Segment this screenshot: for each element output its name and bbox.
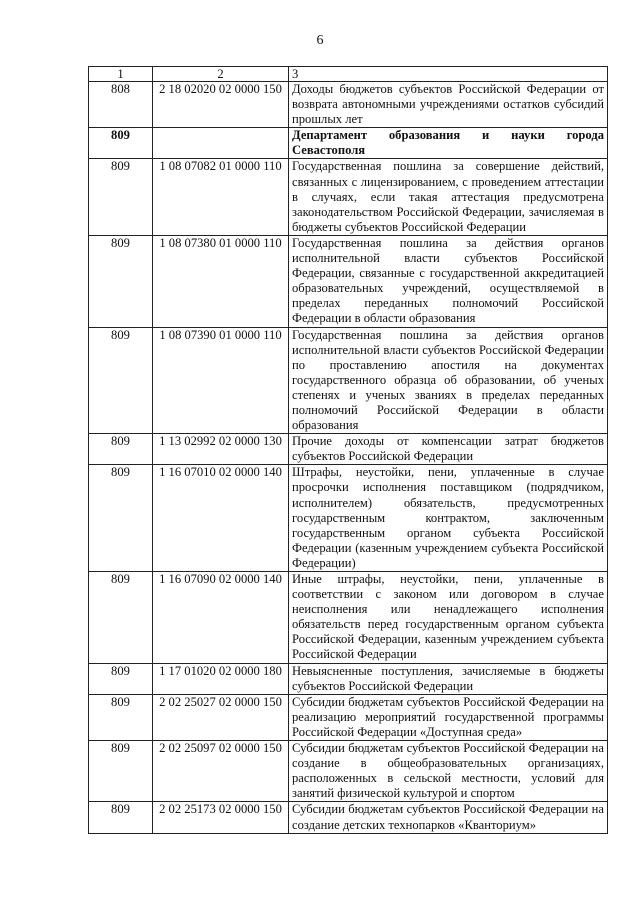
description-cell: Государственная пошлина за совершение действий, связанных с лицензированием, с проведением аттестации в случаях, если такая аттестация предусмотрена законодательством Российской Федерации, зачисляемая в бюджеты субъектов Российской Федерации <box>289 159 608 235</box>
description-cell: Невыясненные поступления, зачисляемые в бюджеты субъектов Российской Федерации <box>289 663 608 694</box>
table-row <box>89 663 608 694</box>
table-row <box>89 694 608 740</box>
budget-code-cell: 1 16 07010 02 0000 140 <box>153 465 289 572</box>
description-cell: Штрафы, неустойки, пени, уплаченные в случае просрочки исполнения поставщиком (подрядчиком, исполнителем) обязательств, предусмотренных государственным контрактом, заключенным государственным органом субъекта Российской Федерации (казенным учреждением субъекта Российской Федерации) <box>289 465 608 572</box>
budget-code-cell: 2 02 25173 02 0000 150 <box>153 802 289 833</box>
table-row <box>89 434 608 465</box>
description-cell: Департамент образования и науки города Севастополя <box>289 128 608 159</box>
budget-code-cell: 1 08 07082 01 0000 110 <box>153 159 289 235</box>
description-cell: Государственная пошлина за действия органов исполнительной власти субъектов Российской Федерации по проставлению апостиля на документах государственного образца об образовании, об ученых степенях и ученых званиях в пределах переданных полномочий Российской Федерации в области образования <box>289 327 608 434</box>
description-cell: Государственная пошлина за действия органов исполнительной власти субъектов Российской Федерации, связанные с государственной аккредитацией образовательных учреждений, осуществляемой в пределах переданных полномочий Российской Федерации в области образования <box>289 235 608 327</box>
admin-code-cell: 809 <box>89 741 153 802</box>
header-col-3: 3 <box>289 67 608 82</box>
description-cell: Субсидии бюджетам субъектов Российской Федерации на создание в общеобразовательных организациях, расположенных в сельской местности, условий для занятий физической культурой и спортом <box>289 741 608 802</box>
budget-code-cell: 1 13 02992 02 0000 130 <box>153 434 289 465</box>
budget-code-cell: 2 02 25097 02 0000 150 <box>153 741 289 802</box>
admin-code-cell: 809 <box>89 694 153 740</box>
header-col-2: 2 <box>153 67 289 82</box>
table-row <box>89 159 608 235</box>
admin-code-cell: 809 <box>89 802 153 833</box>
budget-code-cell: 1 16 07090 02 0000 140 <box>153 572 289 664</box>
table-header-row <box>89 67 608 82</box>
department-row <box>89 128 608 159</box>
table-body <box>89 67 608 834</box>
description-cell: Субсидии бюджетам субъектов Российской Федерации на создание детских технопарков «Кванториум» <box>289 802 608 833</box>
description-cell: Иные штрафы, неустойки, пени, уплаченные в соответствии с законом или договором в случае неисполнения или ненадлежащего исполнения обязательств перед государственным органом субъекта Российской Федерации, казенным учреждением субъекта Российской Федерации <box>289 572 608 664</box>
description-cell: Доходы бюджетов субъектов Российской Федерации от возврата автономными учреждениями остатков субсидий прошлых лет <box>289 82 608 128</box>
admin-code-cell: 808 <box>89 82 153 128</box>
admin-code-cell: 809 <box>89 572 153 664</box>
table-row <box>89 82 608 128</box>
budget-code-cell: 1 08 07380 01 0000 110 <box>153 235 289 327</box>
admin-code-cell: 809 <box>89 159 153 235</box>
admin-code-cell: 809 <box>89 235 153 327</box>
description-cell: Субсидии бюджетам субъектов Российской Федерации на реализацию мероприятий государственной программы Российской Федерации «Доступная среда» <box>289 694 608 740</box>
table-row <box>89 572 608 664</box>
header-col-1: 1 <box>89 67 153 82</box>
description-cell: Прочие доходы от компенсации затрат бюджетов субъектов Российской Федерации <box>289 434 608 465</box>
admin-code-cell: 809 <box>89 128 153 159</box>
budget-code-cell: 2 02 25027 02 0000 150 <box>153 694 289 740</box>
table-row <box>89 741 608 802</box>
table-row <box>89 802 608 833</box>
budget-code-cell: 2 18 02020 02 0000 150 <box>153 82 289 128</box>
budget-code-cell: 1 17 01020 02 0000 180 <box>153 663 289 694</box>
admin-code-cell: 809 <box>89 465 153 572</box>
budget-classification-table <box>88 66 608 834</box>
table-row <box>89 465 608 572</box>
page-number: 6 <box>316 33 324 48</box>
table-row <box>89 235 608 327</box>
admin-code-cell: 809 <box>89 434 153 465</box>
budget-code-cell: 1 08 07390 01 0000 110 <box>153 327 289 434</box>
table-row <box>89 327 608 434</box>
admin-code-cell: 809 <box>89 663 153 694</box>
budget-code-cell <box>153 128 289 159</box>
admin-code-cell: 809 <box>89 327 153 434</box>
